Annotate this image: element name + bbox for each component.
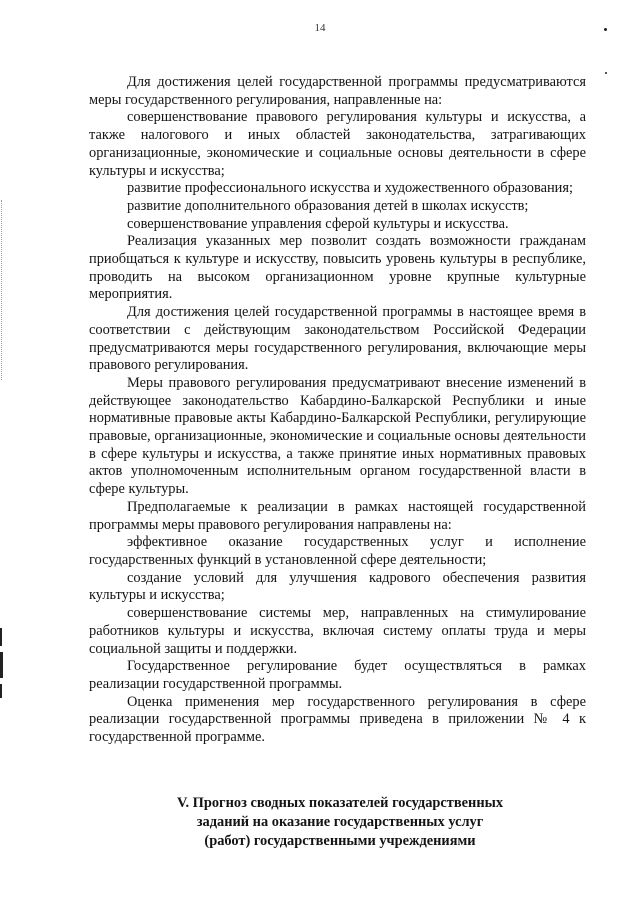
paragraph: Для достижения целей государственной программы предусматриваются меры государственного регулирования, направленные на: [89, 74, 586, 108]
paragraph: совершенствование правового регулирования культуры и искусства, а также налогового и иных областей законодательства, затрагивающих организационные, экономические и социальные основы деятельности в сфере культуры и искусства; [89, 109, 586, 179]
paragraph: развитие профессионального искусства и художественного образования; [127, 180, 573, 197]
paragraph: совершенствование управления сферой культуры и искусства. [127, 215, 509, 232]
paragraph: развитие дополнительного образования детей в школах искусств; [127, 197, 529, 214]
paragraph: Предполагаемые к реализации в рамках настоящей государственной программы меры правового регулирования направлены на: [89, 498, 586, 533]
section-heading-line: (работ) государственными учреждениями [204, 833, 476, 849]
page-number: 14 [314, 22, 326, 34]
scan-edge-mark [0, 684, 2, 698]
paragraph: эффективное оказание государственных услуг и исполнение государственных функций в установленной сфере деятельности; [89, 534, 586, 568]
paragraph: Оценка применения мер государственного регулирования в сфере реализации государственной программы приведена в приложении № 4 к государственной программе. [89, 693, 586, 746]
section-heading-line: V. Прогноз сводных показателей государственных [176, 795, 504, 811]
scan-speck [604, 28, 607, 31]
body-text [89, 74, 586, 747]
paragraph: Государственное регулирование будет осуществляться в рамках реализации государственной программы. [89, 658, 586, 692]
scan-edge-mark [0, 628, 2, 646]
section-heading-line: заданий на оказание государственных услуг [196, 814, 484, 830]
paragraph: Реализация указанных мер позволит создать возможности гражданам приобщаться к культуре и искусству, повысить уровень культуры в республике, проводить на высоком организационном уровне крупные культурные мероприятия. [89, 233, 586, 303]
paragraph: создание условий для улучшения кадрового обеспечения развития культуры и искусства; [89, 569, 586, 604]
scan-edge-mark [0, 652, 3, 678]
scan-speck [605, 72, 607, 74]
paragraph: совершенствование системы мер, направленных на стимулирование работников культуры и искусства, включая систему оплаты труда и меры социальной защиты и поддержки. [89, 605, 586, 657]
paragraph: Меры правового регулирования предусматривают внесение изменений в действующее законодательство Кабардино-Балкарской Республики и иные нормативные правовые акты Кабардино-Балкарской Республики, регулирующие правовые, организационные, экономические и социальные основы деятельности в сфере культуры и искусства, а также принятие иных нормативных правовых актов уполномоченным исполнительным органом государственной власти в сфере культуры. [89, 374, 586, 498]
section-heading [120, 794, 560, 851]
scan-edge-dots [1, 200, 3, 380]
paragraph: Для достижения целей государственной программы в настоящее время в соответствии с действующим законодательством Российской Федерации предусматриваются меры государственного регулирования, включающие меры правового регулирования. [89, 304, 586, 374]
